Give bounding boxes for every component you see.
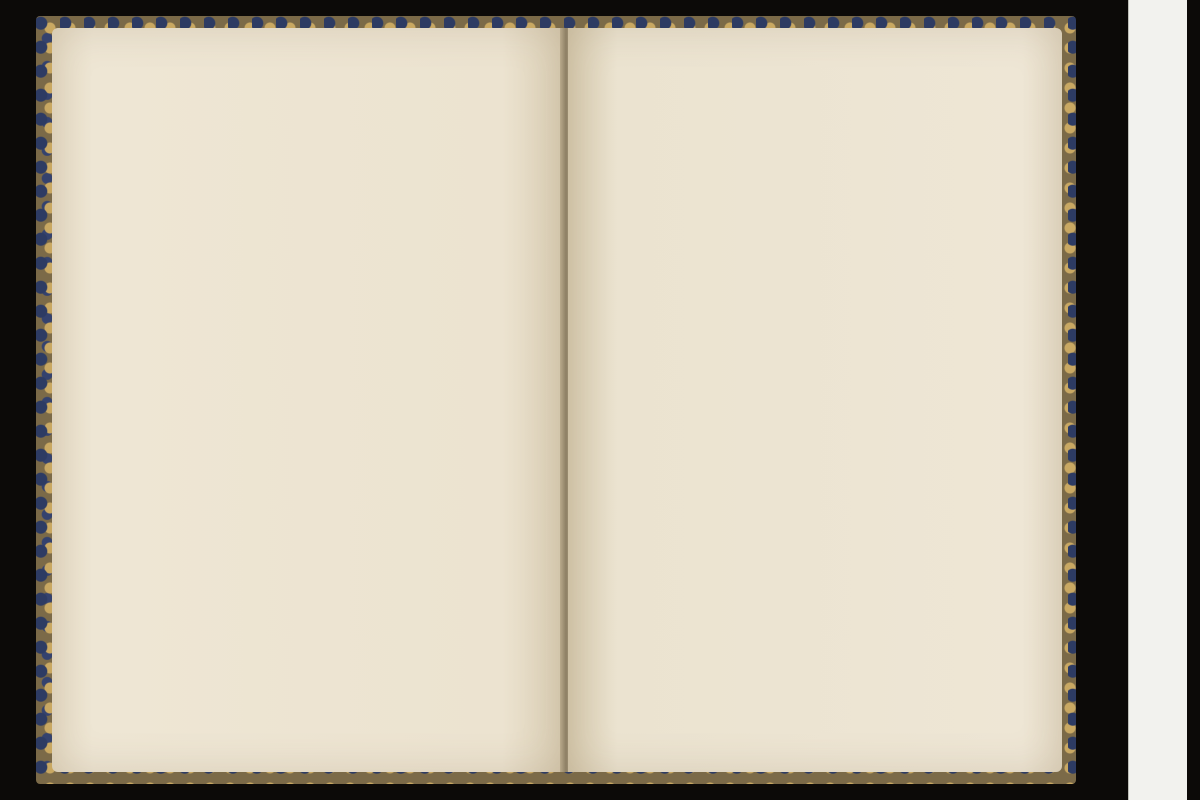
- measurement-ruler: [1128, 0, 1187, 800]
- left-page: [52, 28, 564, 772]
- right-page: [568, 28, 1062, 772]
